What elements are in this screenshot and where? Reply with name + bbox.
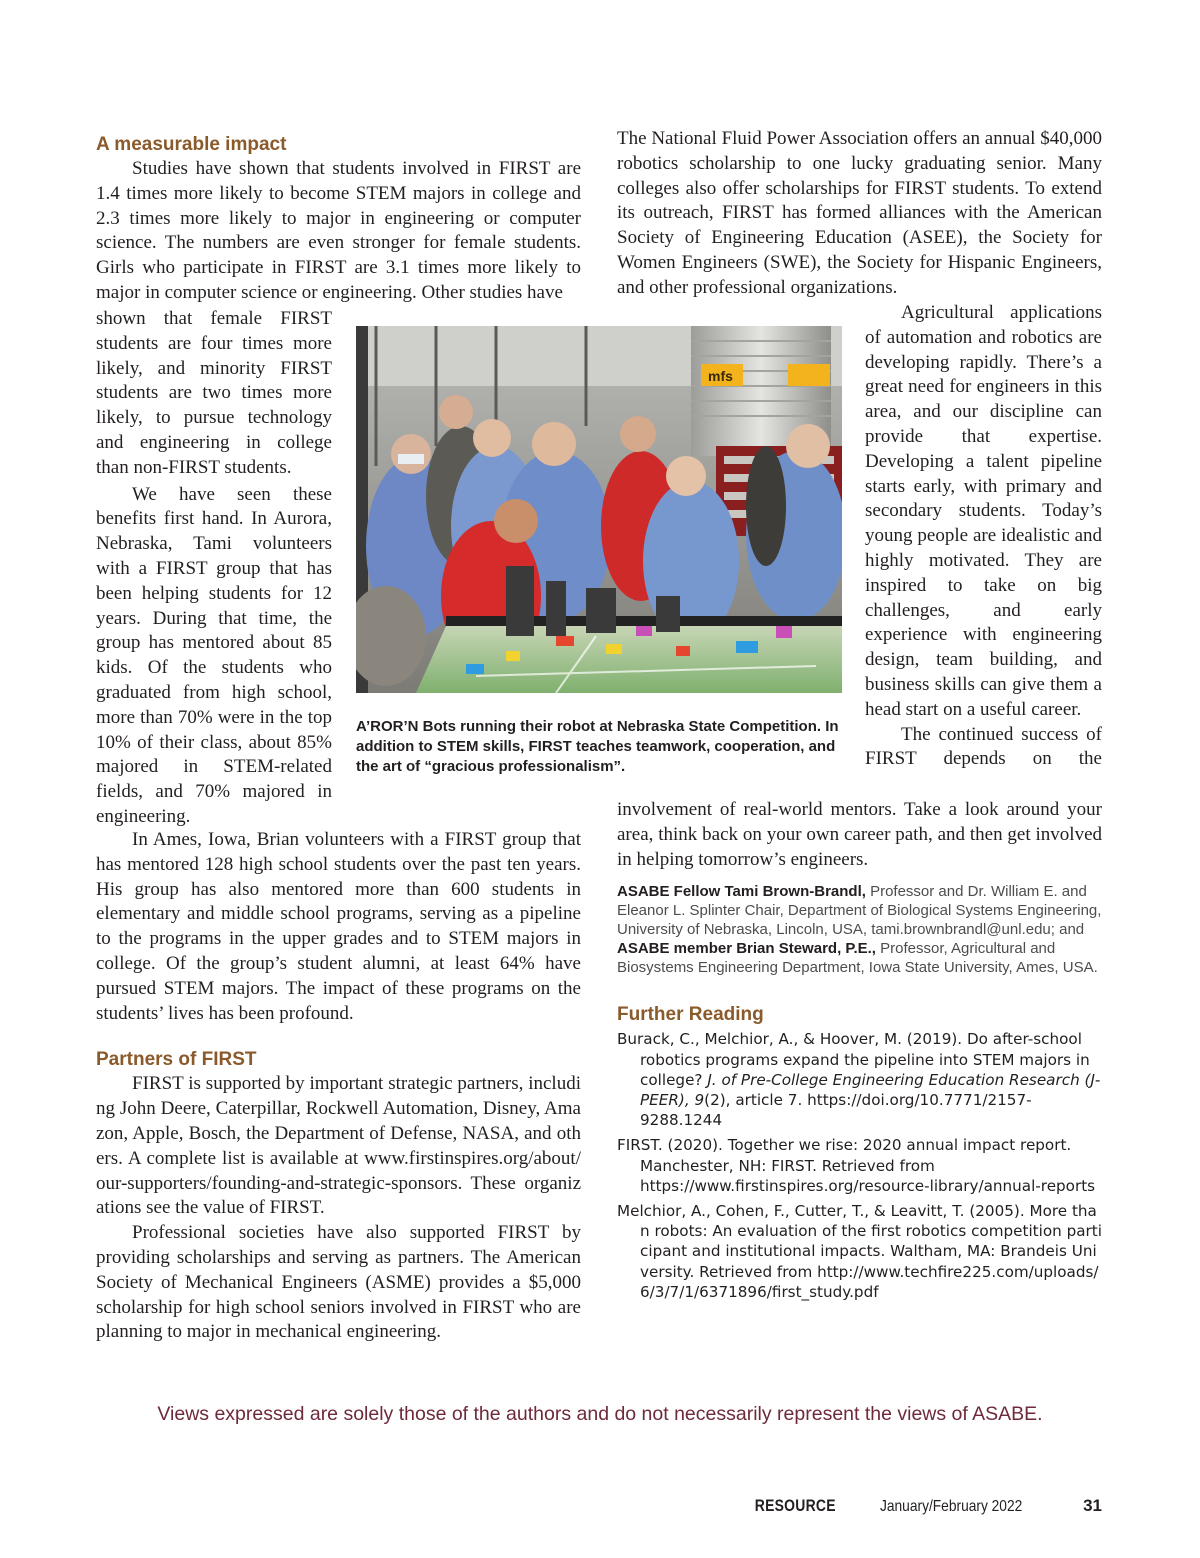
- paragraph: The continued success of FIRST depends on the: [865, 723, 1102, 770]
- paragraph: FIRST is supported by important strategic partners, including John Deere, Caterpillar, Rockwell Automation, Disney, Amazon, Apple, Bosch, the Department of Defense, NASA, and others. A complete list is available at www.firstinspires.org/about/our-supporters/founding-and-strategic-sponsors. These organizations see the value of FIRST.: [96, 1073, 581, 1219]
- paragraph: The National Fluid Power Association offers an annual $40,000 robotics scholarship to one lucky graduating senior. Many colleges also offer scholarships for FIRST students. To extend its outreach, FIRST has formed alliances with the American Society of Engineering Education (ASEE), the Society for Women Engineers (SWE), the Society for Hispanic Engineers, and other professional organizations.: [617, 128, 1102, 298]
- reference-item: Melchior, A., Cohen, F., Cutter, T., & Leavitt, T. (2005). More than robots: An evaluation of the first robotics competition participant and institutional impacts. Waltham, MA: Brandeis University. Retrieved from http://www.techfire225.com/uploads/6/3/7/1/6371896/first_study.pdf: [617, 1202, 1102, 1301]
- author2-affiliation: Professor, Agricultural and Biosystems Engineering Department, Iowa State University, Ames, USA.: [617, 940, 1098, 977]
- left-column-bottom: [96, 828, 581, 1345]
- paragraph: We have seen these benefits first hand. In Aurora, Nebraska, Tami volunteers with a FIRST group that has been helping students for 12 years. During that time, the group has mentored about 85 kids. Of the students who graduated from high school, more than 70% were in the top 10% of their class, about 85% majored in STEM-related fields, and 70% majored in engineering.: [96, 483, 332, 827]
- right-column-narrow: [865, 301, 1102, 772]
- left-column-narrow: [96, 307, 332, 830]
- author1-affiliation: Professor and Dr. William E. and Eleanor L. Splinter Chair, Department of Biological Systems Engineering, University of Nebraska, Lincoln, USA, tami.brownbrandl@unl.edu; and: [617, 883, 1102, 939]
- reference-item: Burack, C., Melchior, A., & Hoover, M. (2019). Do after-school robotics programs expand the pipeline into STEM majors in college? J. of Pre-College Engineering Education Research (J-PEER), 9(2), article 7. https://doi.org/10.7771/2157-9288.1244: [617, 1030, 1101, 1130]
- right-column-top: [617, 127, 1102, 301]
- silo-sign-text: mfs: [708, 368, 733, 384]
- section-heading-partners: Partners of FIRST: [96, 1049, 257, 1071]
- reference-list: [617, 1029, 1102, 1302]
- photo-caption: A’ROR’N Bots running their robot at Nebraska State Competition. In addition to STEM skills, FIRST teaches teamwork, cooperation, and the art of “gracious professionalism”.: [356, 718, 839, 775]
- section-heading-further-reading: Further Reading: [617, 1004, 764, 1026]
- running-footer: [737, 1496, 1102, 1520]
- paragraph: Professional societies have also supported FIRST by providing scholarships and serving as partners. The American Society of Mechanical Engineers (ASME) provides a $5,000 scholarship for high school seniors involved in FIRST who are planning to major in mechanical engineering.: [96, 1222, 581, 1343]
- paragraph: Studies have shown that students involved in FIRST are 1.4 times more likely to become STEM majors in college and 2.3 times more likely to major in engineering or computer science. The numbers are even stronger for female students. Girls who participate in FIRST are 3.1 times more likely to major in computer science or engineering. Other studies have: [96, 158, 581, 303]
- author2-name: ASABE member Brian Steward, P.E.,: [617, 940, 876, 958]
- paragraph: Agricultural applications of automation and robotics are developing rapidly. There’s a great need for engineers in this area, and our discipline can provide that expertise. Developing a talent pipeline starts early, with primary and secondary students. Today’s young people are idealistic and highly motivated. They are inspired to take on big challenges, and early experience with engineering design, team building, and business skills can give them a head start on a useful career.: [865, 302, 1102, 720]
- author1-name: ASABE Fellow Tami Brown-Brandl,: [617, 883, 866, 901]
- paragraph: In Ames, Iowa, Brian volunteers with a FIRST group that has mentored 128 high school students over the past ten years. His group has also mentored more than 600 students in elementary and middle school programs, serving as a pipeline to the programs in the upper grades and to STEM majors in college. Of the group’s student alumni, at least 64% have pursued STEM majors. The impact of these programs on the students’ lives has been profound.: [96, 829, 581, 1024]
- section-heading-measurable-impact: A measurable impact: [96, 134, 287, 155]
- paragraph: involvement of real-world mentors. Take a look around your area, think back on your own career path, and then get involved in helping tomorrow’s engineers.: [617, 799, 1102, 870]
- paragraph: shown that female FIRST students are four times more likely, and minority FIRST students are two times more likely, to pursue technology and engineering in college than non-FIRST students.: [96, 308, 332, 478]
- disclaimer-note: Views expressed are solely those of the authors and do not necessarily represent the views of ASABE.: [157, 1403, 1043, 1425]
- magazine-name: RESOURCE: [754, 1496, 836, 1515]
- issue-date: January/February 2022: [879, 1498, 1022, 1515]
- robotics-competition-photo: [356, 326, 842, 693]
- left-column-top: [96, 133, 581, 306]
- author-bio: [617, 882, 1102, 977]
- right-column-bottom: [617, 798, 1102, 1307]
- reference-item: FIRST. (2020). Together we rise: 2020 annual impact report. Manchester, NH: FIRST. Retrieved from https://www.firstinspires.org/resource-library/annual-reports: [617, 1136, 1096, 1195]
- page-number: 31: [1083, 1496, 1102, 1515]
